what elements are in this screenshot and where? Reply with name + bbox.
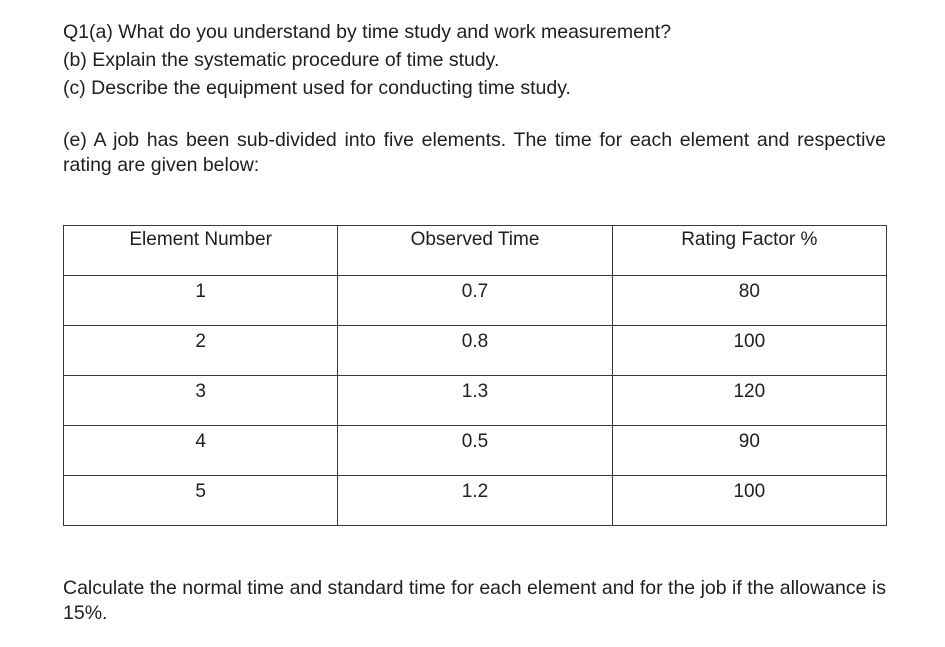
header-rating-factor: Rating Factor % [612,226,886,276]
table-row [64,276,887,326]
table-header-row [64,226,887,276]
header-observed-time: Observed Time [338,226,612,276]
cell-rating-factor: 120 [612,376,886,426]
cell-observed-time: 0.7 [338,276,612,326]
cell-rating-factor: 80 [612,276,886,326]
cell-element-number: 2 [64,326,338,376]
question-1e: (e) A job has been sub-divided into five elements. The time for each element and respective rating are given below: [63,129,886,176]
cell-element-number: 3 [64,376,338,426]
question-1c: (c) Describe the equipment used for conducting time study. [63,77,571,99]
cell-rating-factor: 100 [612,326,886,376]
calculation-instruction: Calculate the normal time and standard time for each element and for the job if the allowance is 15%. [63,577,886,624]
cell-observed-time: 1.3 [338,376,612,426]
cell-observed-time: 1.2 [338,476,612,526]
table-row [64,326,887,376]
cell-element-number: 1 [64,276,338,326]
cell-rating-factor: 90 [612,426,886,476]
cell-observed-time: 0.8 [338,326,612,376]
header-element-number: Element Number [64,226,338,276]
question-1a: Q1(a) What do you understand by time study and work measurement? [63,21,672,43]
cell-observed-time: 0.5 [338,426,612,476]
question-1b: (b) Explain the systematic procedure of time study. [63,49,500,71]
cell-rating-factor: 100 [612,476,886,526]
table-row [64,426,887,476]
cell-element-number: 4 [64,426,338,476]
data-table [63,225,887,526]
table-row [64,376,887,426]
table-row [64,476,887,526]
cell-element-number: 5 [64,476,338,526]
